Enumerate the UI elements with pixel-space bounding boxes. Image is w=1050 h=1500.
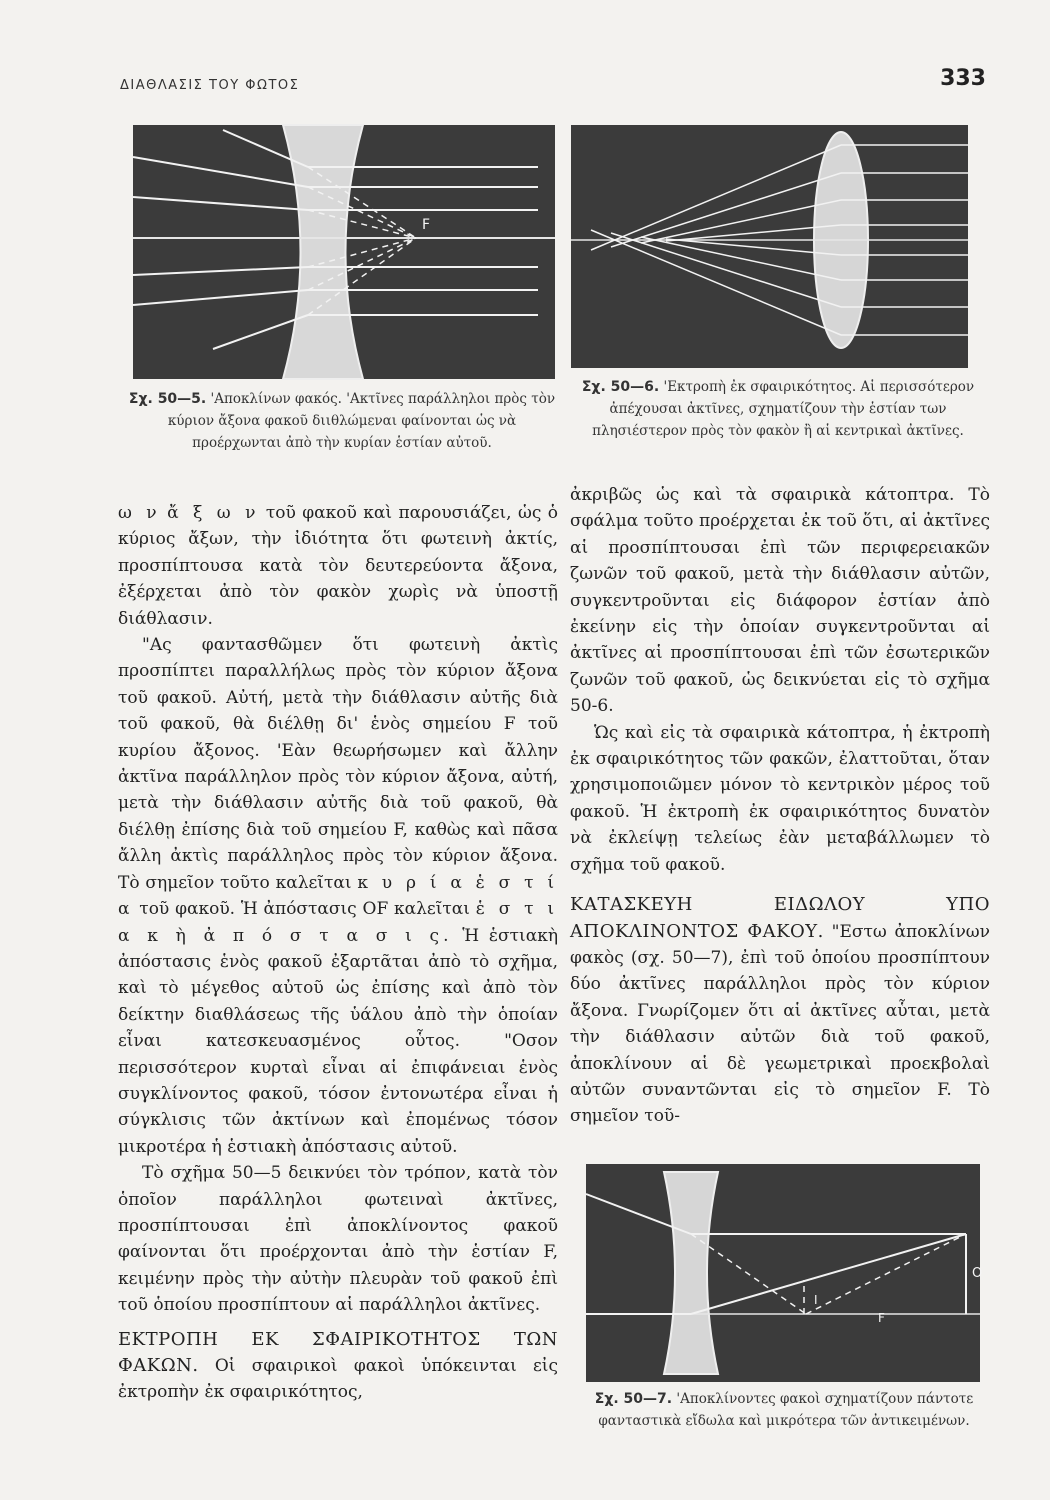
diverging-lens-diagram	[133, 125, 555, 379]
term-principal-focus: κ υ ρ ί α ἑ σ τ ί α	[118, 872, 558, 920]
right-column-text	[570, 482, 990, 1130]
body-fragment: τοῦ φακοῦ. Ἡ ἀπόστασις OF καλεῖται	[139, 899, 470, 920]
body-paragraph: ἀκριβῶς ὡς καὶ τὰ σφαιρικὰ κάτοπτρα. Τὸ σφάλμα τοῦτο προέρχεται ἐκ τοῦ ὅτι, αἱ ἀκτῖνες αἱ προσπίπτουσαι ἐπὶ τῶν περιφερειακῶν ζωνῶν τοῦ φακοῦ, μετὰ τὴν διάθλασιν αὐτῶν, συγκεντροῦνται εἰς διάφορον ἑστίαν ἀπὸ ἐκείνην εἰς τὴν ὁποίαν συγκεντροῦνται αἱ ἀκτῖνες αἱ προσπίπτουσαι ἐπὶ τῶν ἐσωτερικῶν ζωνῶν τοῦ φακοῦ, ὡς δεικνύεται εἰς τὸ σχῆμα 50-6.	[570, 485, 990, 717]
term-focal-length: ἑ σ τ ι α κ ὴ ἀ π ό σ τ α σ ι ς.	[118, 899, 558, 946]
left-column-text	[118, 500, 558, 1406]
caption-text: 'Εκτροπὴ ἐκ σφαιρικότητος. Αἱ περισσότερον ἀπέχουσαι ἀκτῖνες, σχηματίζουν τὴν ἑστίαν των πλησιέστερον πρὸς τὸν φακὸν ἢ αἱ κεντρικαὶ ἀκτῖνες.	[592, 379, 975, 439]
figure-caption-50-5	[128, 388, 556, 454]
body-paragraph: "Ας φαντασθῶμεν ὅτι φωτεινὴ ἀκτὶς προσπίπτει παραλλήλως πρὸς τὸν κύριον ἄξονα τοῦ φακοῦ. Αὐτή, μετὰ τὴν διάθλασιν αὐτῆς διὰ τοῦ φακοῦ, θὰ διέλθῃ δι' ἑνὸς σημείου F τοῦ κυρίου ἄξονος. 'Εὰν θεωρήσωμεν καὶ ἄλλην ἀκτῖνα παράλληλον πρὸς τὸν κύριον ἄξονα, αὐτή, μετὰ τὴν διάθλασιν αὐτῆς διὰ τοῦ φακοῦ, θὰ διέλθῃ ἐπίσης διὰ τοῦ σημείου F, καθὼς καὶ πᾶσα ἄλλη ἀκτὶς παράλληλος πρὸς τὸν κύριον ἄξονα. Τὸ σημεῖον τοῦτο καλεῖται	[118, 635, 558, 893]
figure-diverging-lens	[133, 125, 555, 379]
figure-caption-50-6	[566, 376, 990, 442]
figure-caption-50-7	[578, 1388, 990, 1432]
virtual-image-diagram	[586, 1164, 983, 1382]
running-title: ΔΙΑΘΛΑΣΙΣ ΤΟΥ ΦΩΤΟΣ	[120, 78, 300, 93]
object-label: O	[972, 1266, 983, 1281]
page-number: 333	[940, 66, 986, 91]
caption-label: Σχ. 50—7.	[594, 1391, 673, 1407]
body-paragraph: Οἱ σφαιρικοὶ φακοὶ ὑπόκεινται εἰς ἐκτροπὴν ἐκ σφαιρικότητος,	[118, 1356, 558, 1403]
body-paragraph: Ἡ ἑστιακὴ ἀπόστασις ἑνὸς φακοῦ ἐξαρτᾶται ἀπὸ τὸ σχῆμα, καὶ τὸ μέγεθος αὐτοῦ ὡς ἐπίσης καὶ ἀπὸ τὸν δείκτην διαθλάσεως τῆς ὑάλου ἀπὸ τὴν ὁποίαν εἶναι κατεσκευασμένος οὗτος. "Οσον περισσότερον κυρταὶ εἶναι αἱ ἐπιφάνειαι ἑνὸς συγκλίνοντος φακοῦ, τόσον ἐντονωτέρα εἶναι ἡ σύγκλισις τῶν ἀκτίνων καὶ ἐπομένως τόσον μικροτέρα ἡ ἑστιακὴ ἀπόστασις αὐτοῦ.	[118, 925, 559, 1157]
focal-point-label: F	[422, 217, 431, 233]
body-paragraph: "Εστω ἀποκλίνων φακὸς (σχ. 50—7), ἐπὶ τοῦ ὁποίου προσπίπτουν δύο ἀκτῖνες παράλληλοι πρὸς τὸν κύριον ἄξονα. Γνωρίζομεν ὅτι αἱ ἀκτῖνες αὗται, μετὰ τὴν διάθλασιν αὐτῶν διὰ τοῦ φακοῦ, ἀποκλίνουν αἱ δὲ γεωμετρικαὶ προεκβολαὶ αὐτῶν συναντῶνται εἰς τὸ σημεῖον F. Τὸ σημεῖον τοῦ-	[570, 921, 991, 1127]
body-paragraph: Τὸ σχῆμα 50—5 δεικνύει τὸν τρόπον, κατὰ τὸν ὁποῖον παράλληλοι φωτειναὶ ἀκτῖνες, προσπίπτουσαι ἐπὶ ἀποκλίνοντος φακοῦ φαίνονται ὅτι προέρχονται ἀπὸ τὴν ἑστίαν F, κειμένην πρὸς τὴν αὐτὴν πλευρὰν τοῦ φακοῦ ἐπὶ τοῦ ὁποίου προσπίπτουν αἱ παράλληλοι ἀκτῖνες.	[118, 1163, 558, 1316]
caption-text: 'Αποκλίνοντες φακοὶ σχηματίζουν πάντοτε φανταστικὰ εἴδωλα καὶ μικρότερα τῶν ἀντικειμένων.	[598, 1391, 974, 1429]
caption-text: 'Αποκλίνων φακός. 'Ακτῖνες παράλληλοι πρὸς τὸν κύριον ἄξονα φακοῦ διιθλώμεναι φαίνονται ὡς νὰ προέρχωνται ἀπὸ τὴν κυρίαν ἑστίαν αὐτοῦ.	[167, 391, 556, 451]
term-secondary-axis: ἄ ξ ω ν	[167, 503, 260, 523]
body-paragraph: Ὡς καὶ εἰς τὰ σφαιρικὰ κάτοπτρα, ἡ ἐκτροπὴ ἐκ σφαιρικότητος τῶν φακῶν, ἐλαττοῦται, ὅταν χρησιμοποιῶμεν μόνον τὸ κεντρικὸν μέρος τοῦ φακοῦ. Ἡ ἐκτροπὴ ἐκ σφαιρικότητος δυνατὸν νὰ ἐκλείψῃ τελείως ἐὰν μεταβάλλωμεν τὸ σχῆμα τοῦ φακοῦ.	[570, 722, 990, 875]
caption-label: Σχ. 50—5.	[128, 391, 207, 407]
body-fragment: ω ν	[118, 503, 161, 523]
spherical-aberration-diagram	[571, 125, 968, 368]
figure-spherical-aberration	[571, 125, 968, 368]
caption-label: Σχ. 50—6.	[581, 379, 660, 395]
focal-point-label: F	[878, 1311, 885, 1325]
figure-virtual-image	[586, 1164, 983, 1382]
section-heading: ΕΚΤΡΟΠΗ ΕΚ ΣΦΑΙΡΙΚΟΤΗΤΟΣ ΤΩΝ ΦΑΚΩΝ.	[118, 1328, 558, 1376]
section-heading: ΚΑΤΑΣΚΕΥΗ ΕΙΔΩΛΟΥ ΥΠΟ ΑΠΟΚΛΙΝΟΝΤΟΣ ΦΑΚΟΥ.	[570, 894, 990, 942]
image-label: I	[814, 1293, 818, 1307]
body-paragraph: τοῦ φακοῦ καὶ παρουσιάζει, ὡς ὁ κύριος ἄξων, τὴν ἰδιότητα ὅτι φωτεινὴ ἀκτίς, προσπίπτουσα κατὰ τὸν δευτερεύοντα ἄξονα, ἐξέρχεται ἀπὸ τὸν φακὸν χωρὶς νὰ ὑποστῇ διάθλασιν.	[118, 503, 559, 629]
